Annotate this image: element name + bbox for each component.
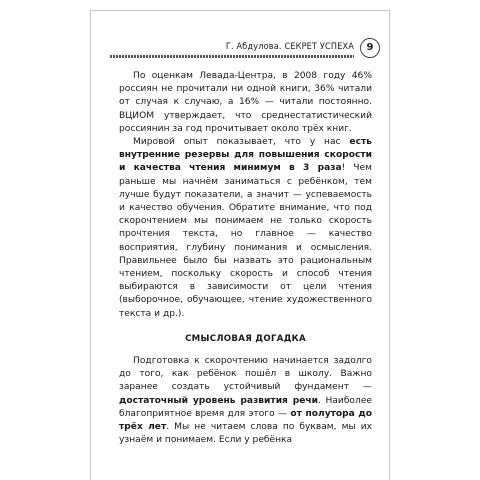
page-number: 9 xyxy=(360,38,380,58)
emphasis-age-range: от полутора до трёх лет xyxy=(119,408,372,433)
paragraph-text: ! Чем раньше мы начнём заниматься с ребёнком, тем лучше будут показатели, а значит — успеваемость и качество обучения. Обратите внимание, что под скорочтением мы понимаем не только скорость прочтения текста, но главное — качество восприятия, глубину понимания и осмысления. Правильнее было бы назвать это рациональным чтением, поскольку скорость и способ чтения выбираются в зависимости от цели чтения (выборочное, обучающее, чтение художественного текста и др.). xyxy=(119,163,372,319)
paragraph-text: . Наиболее благоприятное время для этого — xyxy=(119,395,373,419)
paragraph-preparation xyxy=(119,355,372,447)
emphasis-reserves: есть внутренние резервы для повышения скорости и качества чтения минимум в 3 раза xyxy=(119,137,372,174)
paragraph-text: Подготовка к скорочтению начинается задолго до того, как ребёнок пошёл в школу. Важно заранее создать устойчивый фундамент — xyxy=(119,356,372,393)
paragraph-statistics: По оценкам Левада-Центра, в 2008 году 46% россиян не прочитали ни одной книги, 36% читали от случая к случаю, а 16% — читали постоянно. ВЦИОМ утверждает, что среднестатистический россиянин за год прочитывает около трёх книг. xyxy=(119,71,372,134)
paragraph-text: . Мы не читаем слова по буквам, мы их узнаём и понимаем. Если у ребёнка xyxy=(119,422,372,446)
running-head-rule xyxy=(110,55,354,58)
section-heading: СМЫСЛОВАЯ ДОГАДКА xyxy=(185,333,306,344)
emphasis-speech-level: достаточный уровень развития речи xyxy=(119,395,319,406)
paragraph-world-experience xyxy=(119,136,372,321)
page-body xyxy=(119,70,372,447)
paragraph-text: Мировой опыт показывает, что у нас xyxy=(133,137,350,148)
running-head-title: Г. Абдулова. СЕКРЕТ УСПЕХА xyxy=(225,42,354,52)
running-head xyxy=(110,42,378,62)
